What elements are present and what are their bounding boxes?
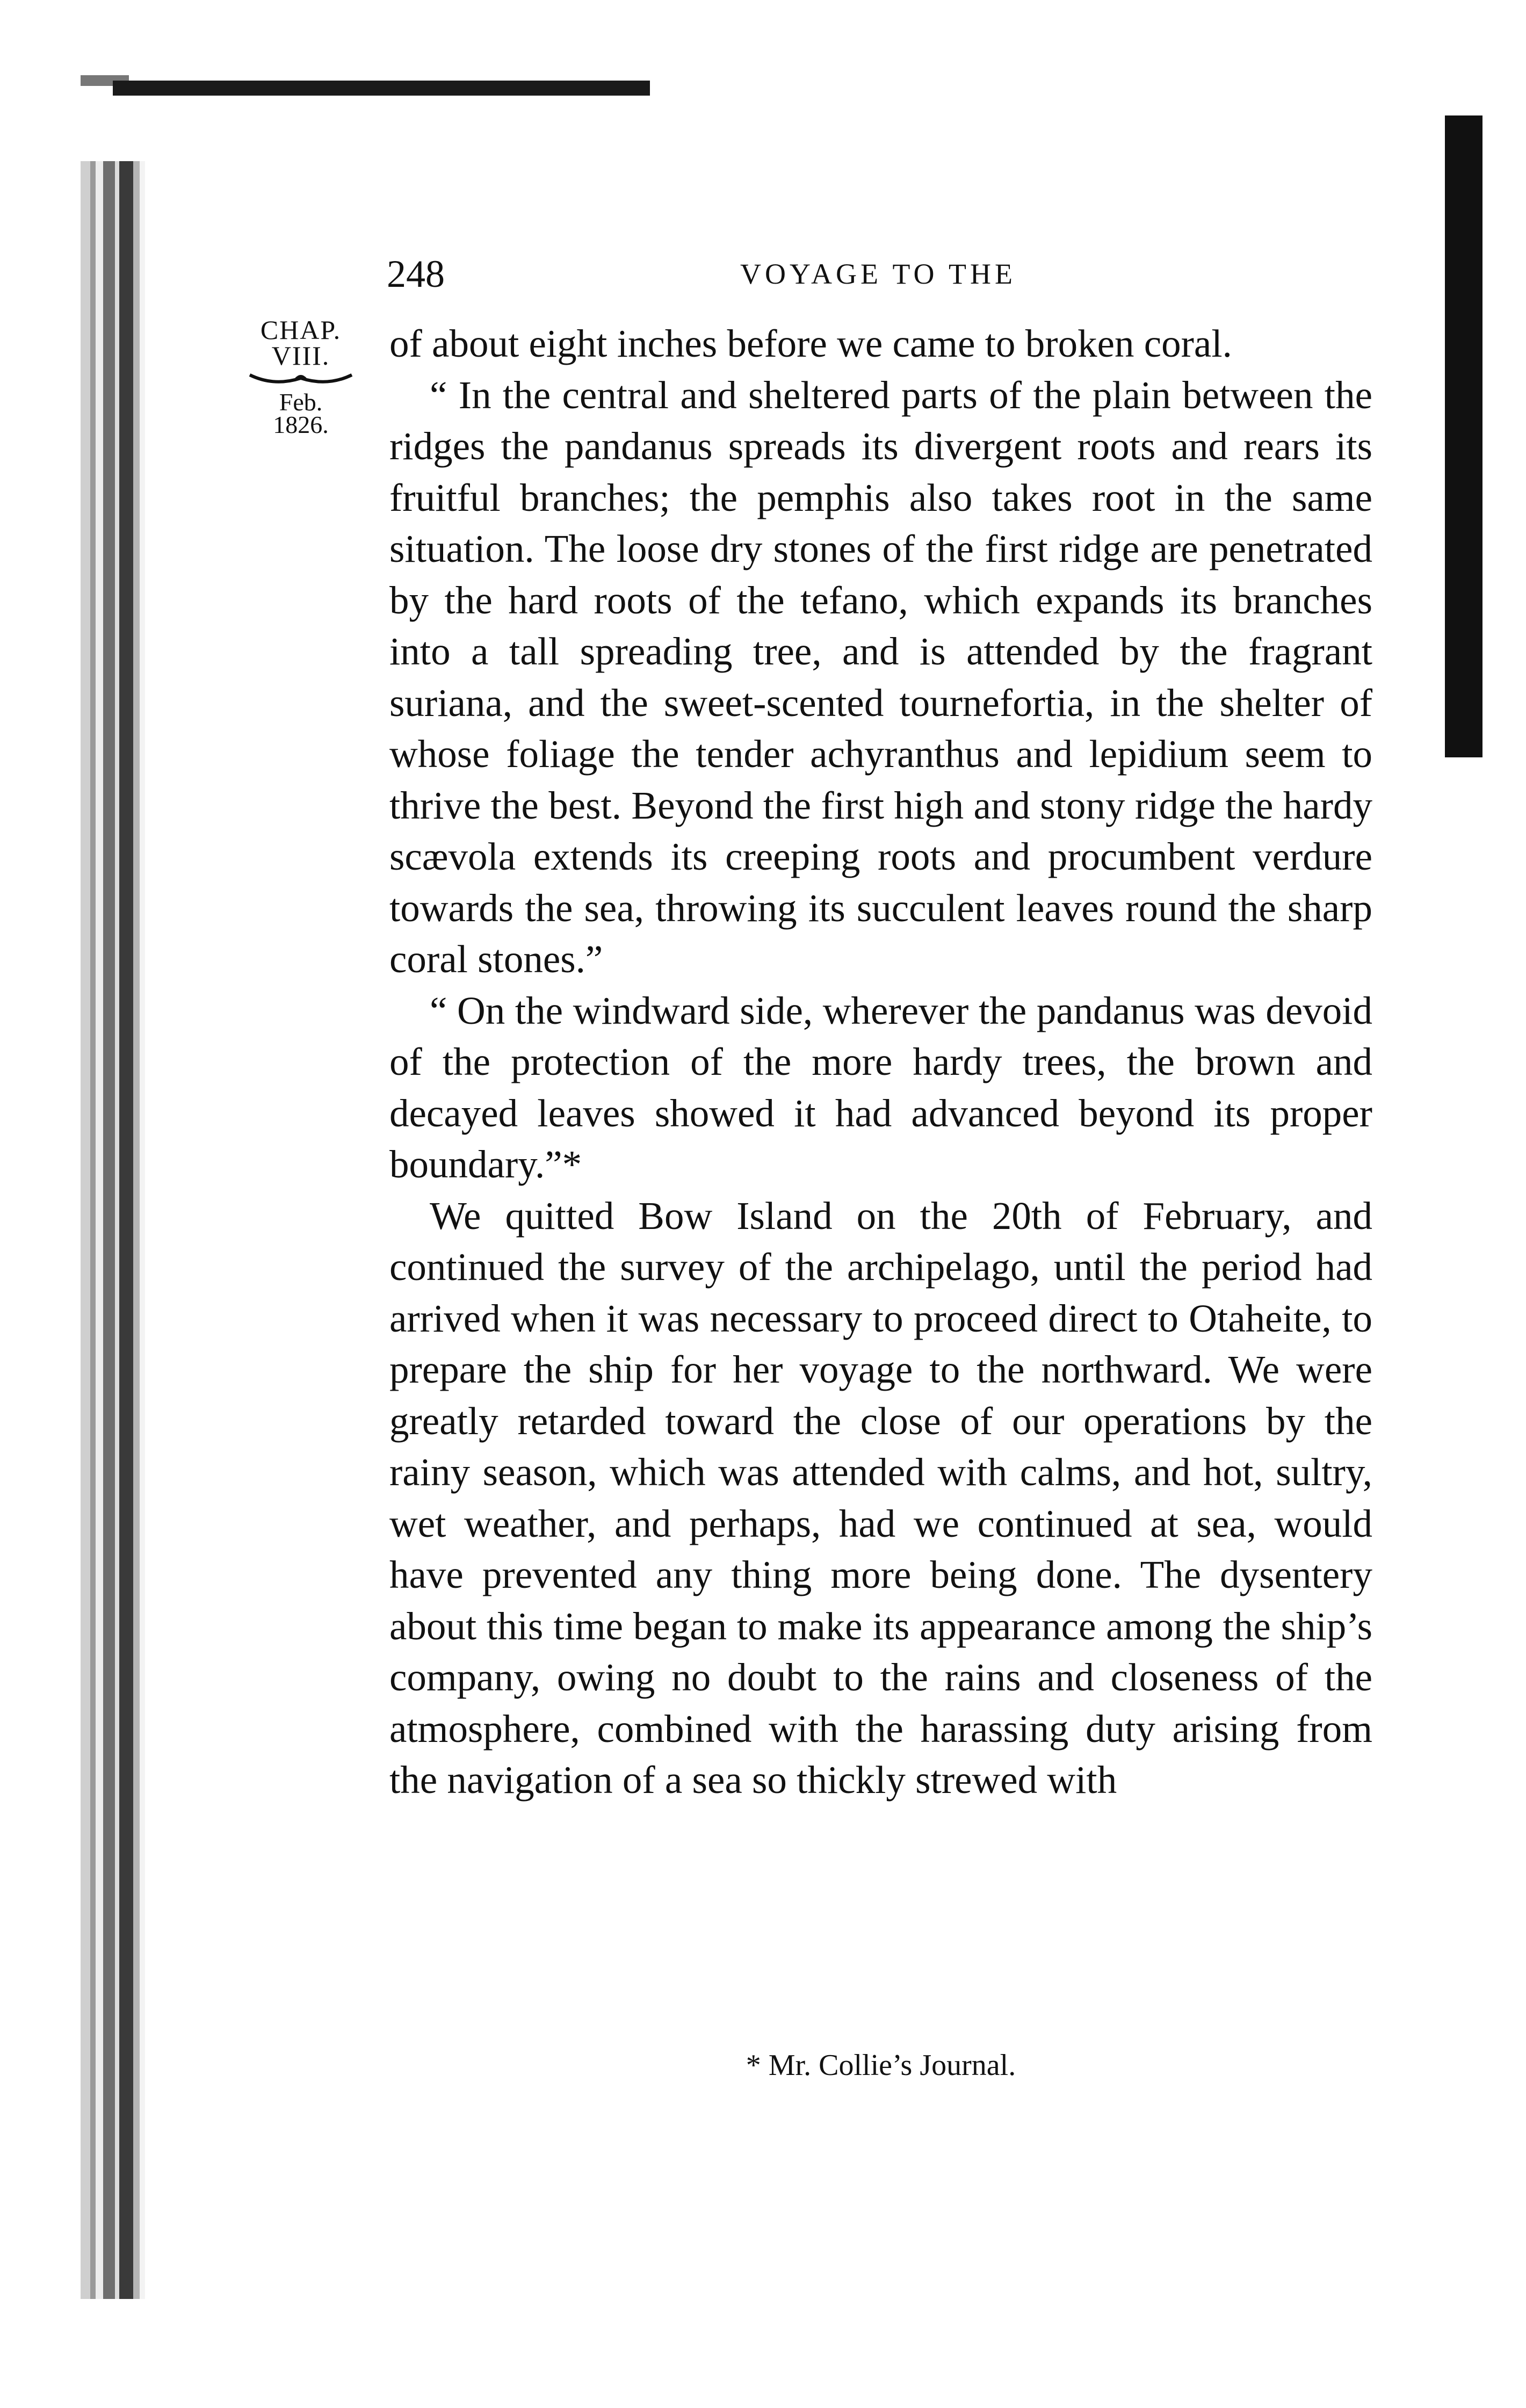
date-year: 1826. xyxy=(273,411,329,438)
running-head xyxy=(387,250,1370,298)
flourish-ornament-icon xyxy=(247,371,355,387)
paragraph: of about eight inches before we came to broken coral. xyxy=(389,322,1232,365)
body-text xyxy=(389,318,1372,1806)
paragraph: We quitted Bow Island on the 20th of February, and continued the survey of the archipelago, until the period had arrived when it was necessary to proceed direct to Otaheite, to prepare the ship for her voyage to the northward. We were greatly retarded toward the close of our operations by the rainy season, which was attended with calms, and hot, sultry, wet weather, and perhaps, had we continued at sea, would have prevented any thing more being done. The dysentery about this time began to make its appearance among the ship’s company, owing no doubt to the rains and closeness of the atmosphere, combined with the harassing duty arising from the navigation of a sea so thickly strewed with xyxy=(389,1194,1372,1802)
paragraph: “ In the central and sheltered parts of the plain between the ridges the pandanus spreads its divergent roots and rears its fruitful branches; the pemphis also takes root in the same situation. The loose dry stones of the first ridge are penetrated by the hard roots of the tefano, which expands its branches into a tall spreading tree, and is attended by the fragrant suriana, and the sweet-scented tournefortia, in the shelter of whose foliage the tender achyranthus and lepidium seem to thrive the best. Beyond the first high and stony ridge the hardy scævola extends its creeping roots and procumbent verdure towards the sea, throwing its succulent leaves round the sharp coral stones.” xyxy=(389,373,1372,981)
chapter-label: CHAP. xyxy=(260,315,342,345)
scan-gutter xyxy=(81,161,145,2299)
date-month: Feb. xyxy=(279,388,323,416)
margin-note xyxy=(236,317,365,436)
scan-top-bar xyxy=(113,81,650,96)
footnote: * Mr. Collie’s Journal. xyxy=(746,2049,1016,2082)
scan-right-bar xyxy=(1445,115,1482,757)
page-number: 248 xyxy=(387,252,445,295)
paragraph: “ On the windward side, wherever the pandanus was devoid of the protection of the more hardy trees, the brown and decayed leaves showed it had advanced beyond its proper boundary.”* xyxy=(389,988,1372,1186)
running-title: VOYAGE TO THE xyxy=(740,258,1016,290)
chapter-number: VIII. xyxy=(271,341,330,371)
